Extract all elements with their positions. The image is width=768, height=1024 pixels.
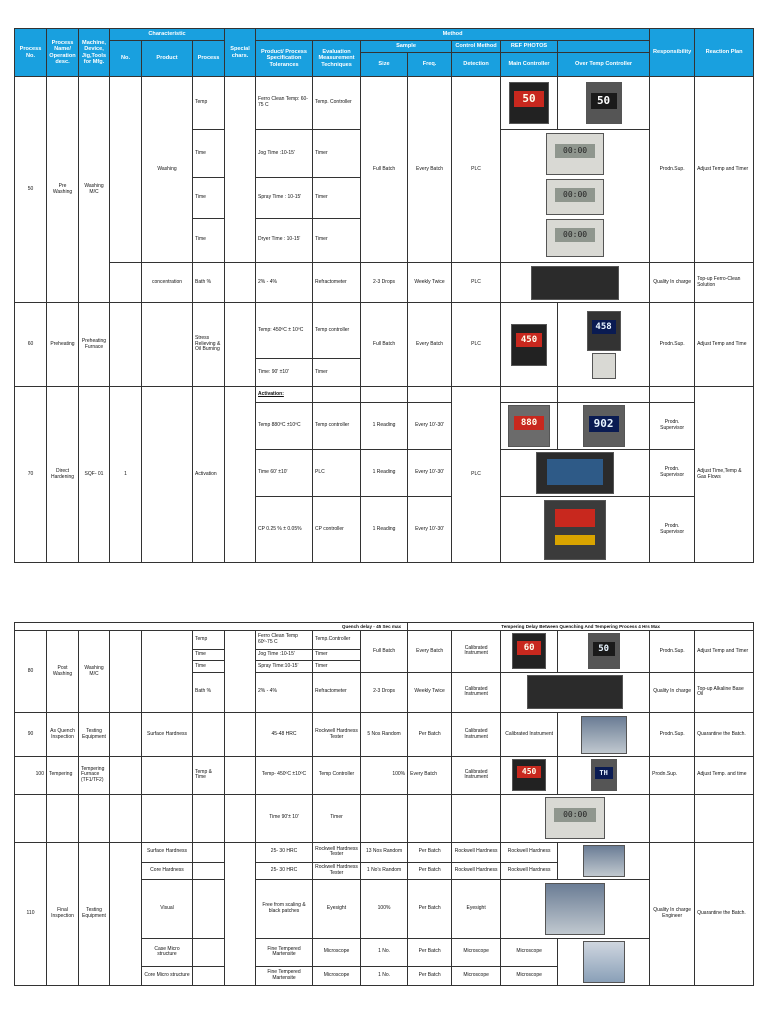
responsibility: Prodn. Supervisor (650, 403, 695, 450)
spec: Fine Tempered Martensite (256, 966, 313, 985)
evaluation: Rockwell Hardness Tester (313, 712, 361, 756)
control-method (452, 794, 501, 842)
char-no (110, 794, 142, 842)
product: Washing (142, 77, 193, 263)
reaction-plan: Adjust Time,Temp & Gas Flows (695, 387, 754, 563)
process-name (47, 794, 79, 842)
table-row (15, 712, 754, 756)
timer-photo: 00:00 (545, 797, 605, 839)
product: Surface Hardness (142, 842, 193, 862)
spec: Temp: 450ºC ± 10ºC (256, 303, 313, 359)
process-char (193, 794, 225, 842)
sample-size: 5 Nos Random (361, 712, 408, 756)
header-method: Method (256, 29, 650, 41)
refractometer-photo (531, 266, 619, 300)
sample-freq: Per Batch (408, 842, 452, 862)
responsibility: Prodn.Sup. (650, 303, 695, 387)
control-plan-table-1 (14, 28, 754, 563)
reaction-plan: Adjust Temp and Timer (695, 631, 754, 672)
over-temp-controller-photo (558, 403, 650, 450)
evaluation: Refractometer (313, 672, 361, 712)
sample-freq (408, 794, 452, 842)
timer-photo (592, 353, 616, 379)
header-process-name: Process Name/ Operation desc. (47, 29, 79, 77)
process-no: 100 (15, 757, 47, 794)
controller-photo: 50 (586, 82, 622, 124)
process-name: Preheating (47, 303, 79, 387)
char-no (110, 303, 142, 387)
sample-size: Full Batch (361, 77, 408, 263)
control-method: Rockwell Hardness (452, 842, 501, 862)
char-no (110, 842, 142, 985)
special-chars (225, 631, 256, 713)
evaluation: Timer (313, 661, 361, 672)
special-chars (225, 842, 256, 985)
spec: Jog Time :10-15' (256, 649, 313, 660)
main-controller: Rockwell Hardness (501, 862, 558, 879)
spec: 2% - 4% (256, 672, 313, 712)
header-evaluation: Evaluation Measurement Techniques (313, 41, 361, 77)
control-method: PLC (452, 77, 501, 263)
process-char (193, 862, 225, 879)
process-name: Direct Hardening (47, 387, 79, 563)
responsibility: Prodn.Sup. (650, 712, 695, 756)
process-char: Temp & Time (193, 757, 225, 794)
header-responsibility: Responsibility (650, 29, 695, 77)
process-char (193, 842, 225, 862)
over-temp-controller-photo (558, 387, 650, 403)
controller-photo: 450 (511, 324, 547, 366)
spec: Fine Tempered Martensite (256, 938, 313, 966)
evaluation: Rockwell Hardness Tester (313, 862, 361, 879)
refractometer-photo (527, 675, 623, 709)
process-char (193, 938, 225, 966)
sample-size: 1 No's Random (361, 862, 408, 879)
sample-freq: Per Batch (408, 862, 452, 879)
spec: 45-48 HRC (256, 712, 313, 756)
header-product: Product (142, 41, 193, 77)
responsibility: Prodn. Supervisor (650, 450, 695, 497)
machine (79, 794, 110, 842)
responsibility: Prodn.Sup. (650, 77, 695, 263)
microscope-photo (583, 941, 625, 983)
plc-hmi-photo (536, 452, 614, 494)
evaluation: Temp.Controller (313, 631, 361, 649)
process-name: As Quench Inspection (47, 712, 79, 756)
main-controller: Calibrated Instrument (501, 712, 558, 756)
product: Surface Hardness (142, 712, 193, 756)
product: concentration (142, 263, 193, 303)
spec: Temp 880ºC ±10ºC (256, 403, 313, 450)
process-char: Time (193, 649, 225, 660)
sample-size: 100% (361, 757, 408, 794)
main-controller: Microscope (501, 938, 558, 966)
control-method: Calibrated Instrument (452, 712, 501, 756)
sample-freq: Weekly Twice (408, 672, 452, 712)
controller-photo: TH (591, 759, 617, 791)
table-row (15, 303, 754, 359)
header-no: No. (110, 41, 142, 77)
special-chars (225, 712, 256, 756)
table-row (15, 387, 754, 403)
header-characteristic: Characteristic (110, 29, 225, 41)
header-reaction-plan: Reaction Plan (695, 29, 754, 77)
reaction-plan: Quarantine the Batch. (695, 842, 754, 985)
process-no: 90 (15, 712, 47, 756)
process-no: 50 (15, 77, 47, 303)
sample-freq: Every Batch (408, 303, 452, 387)
sample-size: 1 Reading (361, 403, 408, 450)
sample-freq: Every Batch (408, 757, 452, 794)
sample-size: Full Batch (361, 631, 408, 672)
refractometer-photo-cell (501, 263, 650, 303)
responsibility: Quality In charge (650, 263, 695, 303)
controller-photo: 50 (588, 633, 620, 669)
process-char: Time (193, 218, 225, 262)
product (142, 794, 193, 842)
over-temp-controller-photo (558, 631, 650, 672)
evaluation: Temp Controller (313, 757, 361, 794)
controller-keys (555, 535, 595, 545)
evaluation: Microscope (313, 966, 361, 985)
header-size: Size (361, 53, 408, 77)
header-freq: Freq. (408, 53, 452, 77)
controller-photo: 458 (587, 311, 621, 351)
spec: 25- 30 HRC (256, 862, 313, 879)
main-controller-photo (501, 77, 558, 130)
hardness-tester-photo-cell (558, 842, 650, 879)
responsibility: Prodn.Sup. (650, 757, 695, 794)
machine: Washing M/C (79, 77, 110, 303)
spec: Free from scaling & black patches (256, 880, 313, 938)
process-no: 110 (15, 842, 47, 985)
responsibility: Prodn.Sup. (650, 631, 695, 672)
table-row (15, 631, 754, 649)
process-char: Temp (193, 77, 225, 130)
timer-photo: 00:00 (546, 219, 604, 257)
sample-freq: Every 10'-30' (408, 497, 452, 563)
special-chars (225, 77, 256, 263)
over-temp-controller-photo (558, 77, 650, 130)
controller-photo: 450 (512, 759, 546, 791)
header-ref-photos: REF PHOTOS (501, 41, 558, 53)
timer-photo: 00:00 (546, 133, 604, 175)
evaluation: Temp. Controller (313, 77, 361, 130)
control-method: PLC (452, 387, 501, 563)
evaluation: CP controller (313, 497, 361, 563)
sample-size: 13 Nos Random (361, 842, 408, 862)
control-method: Rockwell Hardness (452, 862, 501, 879)
process-no: 80 (15, 631, 47, 713)
reaction-plan: Adjust Temp. and time (695, 757, 754, 794)
machine: Preheating Furnace (79, 303, 110, 387)
product: Core Micro structure (142, 966, 193, 985)
hardness-tester-photo-cell (558, 712, 650, 756)
spec: 25- 30 HRC (256, 842, 313, 862)
main-controller-photo (501, 403, 558, 450)
process-no: 70 (15, 387, 47, 563)
evaluation: Refractometer (313, 263, 361, 303)
main-controller-photo (501, 303, 558, 387)
evaluation: PLC (313, 450, 361, 497)
table-row (15, 263, 754, 303)
sample-freq (408, 387, 452, 403)
evaluation: Timer (313, 359, 361, 387)
header-control-method: Control Method (452, 41, 501, 53)
product: Case Micro structure (142, 938, 193, 966)
sample-size: 100% (361, 880, 408, 938)
control-method: PLC (452, 263, 501, 303)
timer-photo-cell (501, 794, 650, 842)
reaction-plan: Top-up Alkaline Base Oil (695, 672, 754, 712)
control-method: Calibrated Instrument (452, 672, 501, 712)
sample-size (361, 794, 408, 842)
evaluation: Rockwell Hardness Tester (313, 842, 361, 862)
process-char: Time (193, 661, 225, 672)
process-char: Activation (193, 387, 225, 563)
main-controller-photo (501, 631, 558, 672)
product: Visual (142, 880, 193, 938)
cp-controller-photo (544, 500, 606, 560)
sample-size: 1 No. (361, 938, 408, 966)
spec: Jog Time :10-15' (256, 130, 313, 178)
table-row (15, 77, 754, 130)
char-no (110, 77, 142, 263)
control-method: Calibrated Instrument (452, 757, 501, 794)
sample-freq: Per Batch (408, 880, 452, 938)
timer-photos (501, 130, 650, 263)
control-method: Eyesight (452, 880, 501, 938)
spec: Dryer Time : 10-15' (256, 218, 313, 262)
activation-label: Activation: (256, 387, 313, 403)
table-row (15, 757, 754, 794)
sample-freq: Per Batch (408, 712, 452, 756)
cp-controller-photo-cell (501, 497, 650, 563)
sample-freq: Every 10'-30' (408, 450, 452, 497)
control-method: Microscope (452, 938, 501, 966)
product (142, 387, 193, 563)
spec: 2% - 4% (256, 263, 313, 303)
spec: Time: 90' ±10' (256, 359, 313, 387)
process-char: Bath % (193, 672, 225, 712)
sample-freq: Weekly Twice (408, 263, 452, 303)
process-char (193, 712, 225, 756)
special-chars (225, 263, 256, 303)
refractometer-photo-cell (501, 672, 650, 712)
control-method: Calibrated Instrument (452, 631, 501, 672)
special-chars (225, 387, 256, 563)
evaluation (313, 387, 361, 403)
microscope-photo-cell (558, 938, 650, 985)
product (142, 757, 193, 794)
header-special-chars: Special chars. (225, 29, 256, 77)
header-detection: Detection (452, 53, 501, 77)
timer-photo: 00:00 (546, 179, 604, 215)
evaluation: Microscope (313, 938, 361, 966)
hmi-screen (547, 459, 603, 485)
main-controller: Rockwell Hardness (501, 842, 558, 862)
reaction-plan: Top-up Ferro-Clean Solution (695, 263, 754, 303)
spec: Temp- 450ºC ±10ºC (256, 757, 313, 794)
char-no (110, 712, 142, 756)
sample-freq: Per Batch (408, 966, 452, 985)
sample-size: 1 Reading (361, 450, 408, 497)
machine: Testing Equipment (79, 842, 110, 985)
responsibility (650, 794, 695, 842)
control-method: Microscope (452, 966, 501, 985)
spec: Time 60' ±10' (256, 450, 313, 497)
sample-size: 2-3 Drops (361, 263, 408, 303)
sample-size: 1 No. (361, 966, 408, 985)
controller-display (555, 509, 595, 527)
sample-size: Full Batch (361, 303, 408, 387)
product (142, 303, 193, 387)
header-process-no: Process No. (15, 29, 47, 77)
hardness-tester-photo (581, 716, 627, 754)
process-char: Stress Relieving & Oil Burning (193, 303, 225, 387)
responsibility: Quality In charge (650, 672, 695, 712)
evaluation: Timer (313, 178, 361, 218)
control-method: PLC (452, 303, 501, 387)
machine: SQF- 01 (79, 387, 110, 563)
process-name: Final Inspection (47, 842, 79, 985)
header-over-temp-controller: Over Temp Controller (558, 53, 650, 77)
process-char (193, 966, 225, 985)
machine: Tempering Furnace (TF1/TF2) (79, 757, 110, 794)
process-char (193, 880, 225, 938)
evaluation: Timer (313, 794, 361, 842)
reaction-plan: Adjust Temp and Time (695, 303, 754, 387)
product: Core Hardness (142, 862, 193, 879)
responsibility: Quality In charge Engineer (650, 842, 695, 985)
product (142, 631, 193, 713)
header-main-controller: Main Controller (501, 53, 558, 77)
process-name: Tempering (47, 757, 79, 794)
delay-note-row (15, 623, 754, 631)
char-no (110, 757, 142, 794)
process-no (15, 794, 47, 842)
process-char: Time (193, 178, 225, 218)
special-chars (225, 757, 256, 794)
process-no: 60 (15, 303, 47, 387)
plc-hmi-photo-cell (501, 450, 650, 497)
spec: CP 0.25 % ± 0.05% (256, 497, 313, 563)
char-no: 1 (110, 387, 142, 563)
reaction-plan: Adjust Temp and Timer (695, 77, 754, 263)
spec: Spray Time:10-15' (256, 661, 313, 672)
visual-inspection-photo-cell (501, 880, 650, 938)
main-controller-photo (501, 757, 558, 794)
header-ref-photos-blank (558, 41, 650, 53)
process-name: Post Washing (47, 631, 79, 713)
process-char: Time (193, 130, 225, 178)
over-temp-controller-photo (558, 757, 650, 794)
evaluation: Timer (313, 218, 361, 262)
visual-inspection-photo (545, 883, 605, 935)
responsibility (650, 387, 695, 403)
header-sample: Sample (361, 41, 452, 53)
hardness-tester-photo (583, 845, 625, 877)
controller-photo: 902 (583, 405, 625, 447)
spec: Time 90'± 10' (256, 794, 313, 842)
header-machine: Machine, Device, Jig,Tools for Mfg. (79, 29, 110, 77)
process-name: Pre Washing (47, 77, 79, 303)
reaction-plan (695, 794, 754, 842)
responsibility: Prodn. Supervisor (650, 497, 695, 563)
sample-freq: Every Batch (408, 77, 452, 263)
sample-size: 1 Reading (361, 497, 408, 563)
sample-size: 2-3 Drops (361, 672, 408, 712)
machine: Washing M/C (79, 631, 110, 713)
over-temp-controller-photo (558, 303, 650, 387)
char-no (110, 631, 142, 713)
sample-freq: Per Batch (408, 938, 452, 966)
sample-freq: Every 10'-30' (408, 403, 452, 450)
process-char: Bath % (193, 263, 225, 303)
controller-photo: 60 (512, 633, 546, 669)
machine: Testing Equipment (79, 712, 110, 756)
main-controller: Microscope (501, 966, 558, 985)
reaction-plan: Quarantine the Batch. (695, 712, 754, 756)
sample-freq: Every Batch (408, 631, 452, 672)
special-chars (225, 794, 256, 842)
table-row (15, 794, 754, 842)
special-chars (225, 303, 256, 387)
spec: Spray Time : 10-15' (256, 178, 313, 218)
control-plan-table-2 (14, 622, 754, 986)
header-process: Process (193, 41, 225, 77)
quench-delay-note: Quench delay - 45 Sec max (15, 623, 408, 631)
main-controller-photo (501, 387, 558, 403)
tempering-delay-note: Tempering Delay Between Quenching And Tempering Process 4 Hrs Max (408, 623, 754, 631)
process-char: Temp (193, 631, 225, 649)
sample-size (361, 387, 408, 403)
evaluation: Temp controller (313, 303, 361, 359)
spec: Ferro Clean Temp: 60-75 C (256, 77, 313, 130)
evaluation: Timer (313, 130, 361, 178)
controller-photo: 50 (509, 82, 549, 124)
evaluation: Timer (313, 649, 361, 660)
char-no (110, 263, 142, 303)
evaluation: Eyesight (313, 880, 361, 938)
controller-photo: 880 (508, 405, 550, 447)
table-row (15, 842, 754, 862)
spec: Ferro Clean Temp 60º-75 C (256, 631, 313, 649)
evaluation: Temp controller (313, 403, 361, 450)
header-prod-spec: Product/ Process Specification Tolerances (256, 41, 313, 77)
